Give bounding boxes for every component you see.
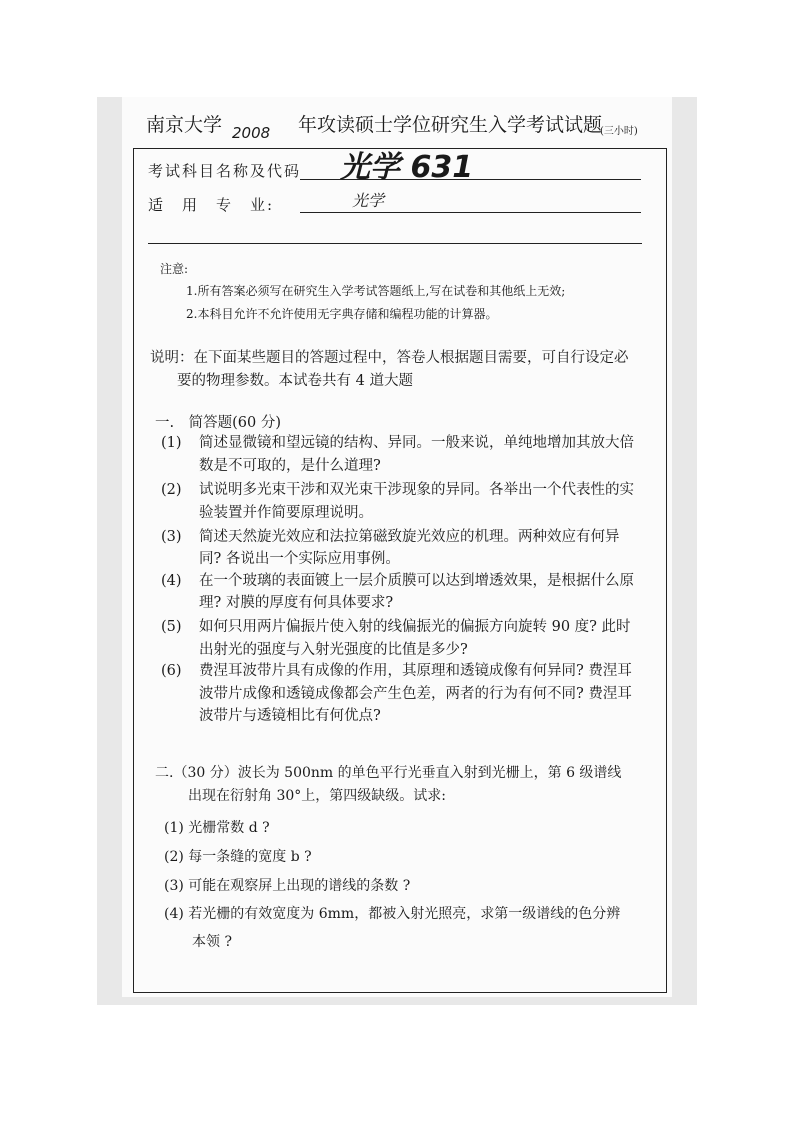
- question-text: 如何只用两片偏振片使入射的线偏振光的偏振方向旋转 90 度? 此时: [199, 619, 631, 635]
- section2-line: 二.（30 分）波长为 500nm 的单色平行光垂直入射到光栅上，第 6 级谱线: [155, 765, 622, 781]
- major-underline: [300, 212, 641, 213]
- explanation-line: 说明：在下面某些题目的答题过程中，答卷人根据题目需要，可自行设定必: [150, 350, 629, 366]
- notice-title: 注意:: [160, 262, 189, 276]
- school-name: 南京大学: [146, 114, 223, 136]
- exam-year: 2008: [232, 124, 271, 142]
- question-text: 数是不可取的，是什么道理?: [199, 458, 381, 474]
- question-text: 波带片成像和透镜成像都会产生色差，两者的行为有何不同? 费涅耳: [199, 686, 632, 702]
- question-text: 波带片与透镜相比有何优点?: [199, 708, 381, 724]
- question-text: 出射光的强度与入射光强度的比值是多少?: [199, 642, 468, 658]
- section2-question: (2) 每一条缝的宽度 b ?: [164, 849, 312, 865]
- question-text: 理? 对膜的厚度有何具体要求?: [199, 595, 394, 611]
- subject-underline: [300, 179, 641, 180]
- subject-value: 光学 631: [340, 150, 474, 185]
- major-value: 光学: [352, 191, 385, 210]
- section1-title: 一. 简答题(60 分): [155, 415, 281, 431]
- explanation-line: 要的物理参数。本试卷共有 4 道大题: [177, 373, 413, 389]
- question-text: 费涅耳波带片具有成像的作用，其原理和透镜成像有何异同? 费涅耳: [199, 663, 632, 679]
- section2-line: 出现在衍射角 30°上，第四级缺级。试求:: [188, 788, 446, 804]
- section2-question: (4) 若光栅的有效宽度为 6mm，都被入射光照亮，求第一级谱线的色分辨: [164, 906, 621, 922]
- question-text: 验装置并作简要原理说明。: [199, 505, 373, 521]
- question-number: (4): [161, 573, 182, 589]
- exam-frame: [133, 148, 667, 993]
- question-text: 简述天然旋光效应和法拉第磁致旋光效应的机理。两种效应有何异: [199, 529, 620, 545]
- question-number: (2): [161, 482, 182, 498]
- form-divider: [148, 243, 642, 244]
- question-text: 在一个玻璃的表面镀上一层介质膜可以达到增透效果，是根据什么原: [199, 573, 634, 589]
- question-number: (5): [161, 619, 182, 635]
- notice-item: 1.所有答案必须写在研究生入学考试答题纸上,写在试卷和其他纸上无效;: [186, 284, 566, 298]
- section2-question: (1) 光栅常数 d ?: [164, 820, 270, 836]
- question-number: (3): [161, 529, 182, 545]
- exam-title: 年攻读硕士学位研究生入学考试试题: [298, 114, 603, 136]
- question-text: 试说明多光束干涉和双光束干涉现象的异同。各举出一个代表性的实: [199, 482, 634, 498]
- question-number: (6): [161, 663, 182, 679]
- question-text: 简述显微镜和望远镜的结构、异同。一般来说，单纯地增加其放大倍: [199, 435, 634, 451]
- major-label: 适 用 专 业:: [148, 196, 275, 214]
- notice-item: 2.本科目允许不允许使用无字典存储和编程功能的计算器。: [186, 307, 498, 321]
- section2-question-cont: 本领 ?: [192, 934, 232, 950]
- subject-label: 考试科目名称及代码: [148, 162, 302, 180]
- section2-question: (3) 可能在观察屏上出现的谱线的条数 ?: [164, 878, 411, 894]
- question-number: (1): [161, 435, 182, 451]
- exam-duration: (三小时): [600, 126, 638, 137]
- question-text: 同? 各说出一个实际应用事例。: [199, 551, 400, 567]
